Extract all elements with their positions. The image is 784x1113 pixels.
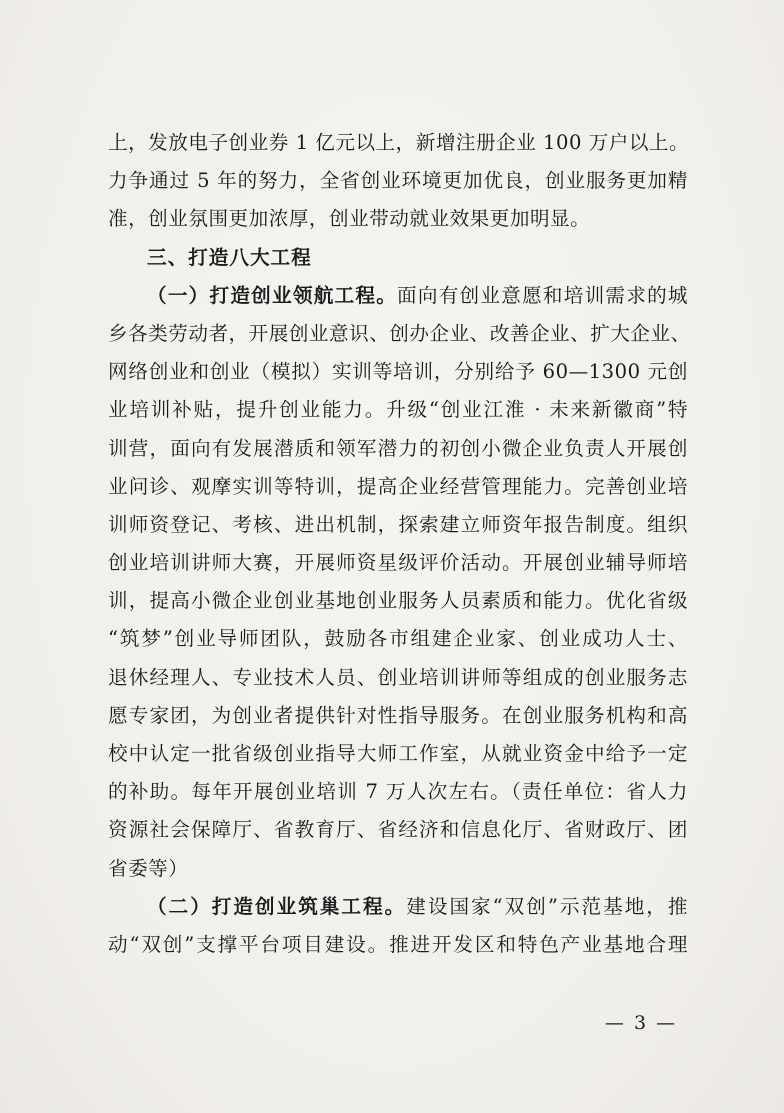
paragraph-text: 建设国家“双创”示范基地，推 bbox=[406, 894, 688, 918]
paragraph-first-line bbox=[108, 888, 688, 926]
paragraph-line: “筑梦”创业导师团队，鼓励各市组建企业家、创业成功人士、 bbox=[108, 627, 688, 651]
paragraph-line: 业问诊、观摩实训等特训，提高企业经营管理能力。完善创业培 bbox=[108, 474, 688, 498]
document-body bbox=[108, 124, 691, 964]
paragraph-line: 动“双创”支撑平台项目建设。推进开发区和特色产业基地合理 bbox=[108, 932, 688, 956]
paragraph-line: 乡各类劳动者，开展创业意识、创办企业、改善企业、扩大企业、 bbox=[108, 321, 691, 345]
paragraph-line: 资源社会保障厅、省教育厅、省经济和信息化厅、省财政厅、团 bbox=[108, 818, 688, 842]
paragraph-line: 训营，面向有发展潜质和领军潜力的初创小微企业负责人开展创 bbox=[108, 436, 688, 460]
page-number: — 3 — bbox=[604, 1012, 678, 1034]
paragraph-first-line bbox=[108, 277, 688, 315]
subsection-title: （一）打造创业领航工程。 bbox=[147, 283, 398, 307]
paragraph-line: 网络创业和创业（模拟）实训等培训，分别给予 60—1300 元创 bbox=[108, 360, 688, 384]
paragraph-line: 愿专家团，为创业者提供针对性指导服务。在创业服务机构和高 bbox=[108, 703, 688, 727]
paragraph-line: 准，创业氛围更加浓厚，创业带动就业效果更加明显。 bbox=[108, 207, 591, 231]
paragraph-line: 训，提高小微企业创业基地创业服务人员素质和能力。优化省级 bbox=[108, 589, 688, 613]
paragraph-line: 训师资登记、考核、进出机制，探索建立师资年报告制度。组织 bbox=[108, 512, 688, 536]
paragraph-line: 力争通过 5 年的努力，全省创业环境更加优良，创业服务更加精 bbox=[108, 169, 688, 193]
paragraph-line: 退休经理人、专业技术人员、创业培训讲师等组成的创业服务志 bbox=[108, 665, 688, 689]
paragraph-line: 上，发放电子创业券 1 亿元以上，新增注册企业 100 万户以上。 bbox=[108, 131, 690, 154]
subsection-title: （二）打造创业筑巢工程。 bbox=[147, 894, 407, 918]
paragraph-line: 业培训补贴，提升创业能力。升级“创业江淮 · 未来新徽商”特 bbox=[108, 398, 688, 422]
paragraph-line: 的补助。每年开展创业培训 7 万人次左右。（责任单位：省人力 bbox=[108, 780, 688, 804]
paragraph-line: 创业培训讲师大赛，开展师资星级评价活动。开展创业辅导师培 bbox=[108, 551, 688, 575]
paragraph-line: 省委等） bbox=[108, 856, 189, 880]
section-heading: 三、打造八大工程 bbox=[147, 245, 312, 269]
paragraph-line: 校中认定一批省级创业指导大师工作室，从就业资金中给予一定 bbox=[108, 742, 688, 765]
paragraph-text: 面向有创业意愿和培训需求的城 bbox=[397, 283, 689, 307]
